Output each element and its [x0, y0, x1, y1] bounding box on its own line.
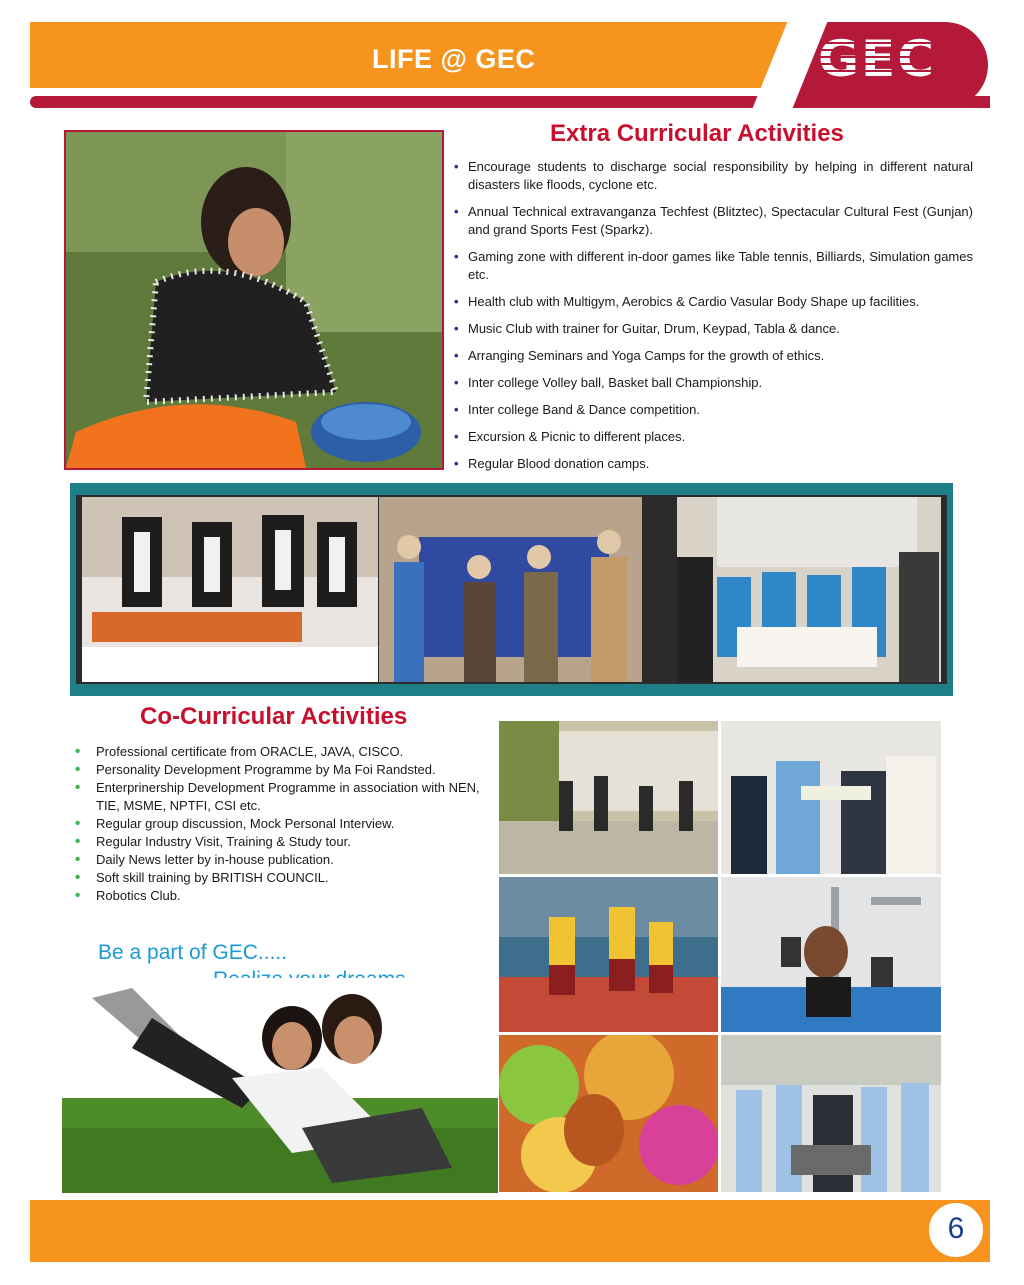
photo-campus-image: [499, 721, 718, 874]
photo-award-ceremony: [721, 721, 941, 874]
extra-curricular-list: [454, 158, 973, 482]
page-number: 6: [947, 1212, 965, 1245]
list-item: • Soft skill training by BRITISH COUNCIL.: [74, 869, 494, 887]
photo-sprint-race: [499, 877, 718, 1032]
photo-holi-image: [499, 1035, 718, 1192]
list-item: • Regular Industry Visit, Training & Study tour.: [74, 833, 494, 851]
photo-holi-festival: [499, 1035, 718, 1192]
list-item: • Music Club with trainer for Guitar, Drum, Keypad, Tabla & dance.: [454, 320, 973, 338]
footer-bar: [30, 1200, 990, 1262]
list-item: • Personality Development Programme by Ma Foi Randsted.: [74, 761, 494, 779]
photo-gym-workout: [721, 877, 941, 1032]
list-item: • Gaming zone with different in-door games like Table tennis, Billiards, Simulation games etc.: [454, 248, 973, 284]
list-item: • Professional certificate from ORACLE, JAVA, CISCO.: [74, 743, 494, 761]
list-item: • Inter college Band & Dance competition.: [454, 401, 973, 419]
page-title: LIFE @ GEC: [372, 44, 536, 74]
photo-student-painting-image: [66, 132, 442, 468]
photo-students-laptop: [62, 978, 498, 1193]
photo-donation-event: [379, 497, 642, 682]
list-item: • Regular group discussion, Mock Personal Interview.: [74, 815, 494, 833]
photo-innovation-image: [677, 497, 941, 682]
list-item: • Enterprinership Development Programme in association with NEN, TIE, MSME, NPTFI, CSI etc.: [74, 779, 494, 815]
photo-innovation-award: [677, 497, 941, 682]
photo-industry-visit: [721, 1035, 941, 1192]
gec-logo: GEC: [818, 30, 936, 88]
photo-industry-visit-image: [721, 1035, 941, 1192]
photo-students-laptop-image: [62, 978, 498, 1193]
list-item: • Robotics Club.: [74, 887, 494, 905]
photo-first-aid-image: [82, 497, 378, 682]
photo-campus-students: [499, 721, 718, 874]
photo-award-ceremony-image: [721, 721, 941, 874]
list-item: • Regular Blood donation camps.: [454, 455, 973, 473]
photo-first-aid-training: [82, 497, 378, 682]
photo-sprint-image: [499, 877, 718, 1032]
slogan-line-1: Be a part of GEC.....: [98, 941, 288, 964]
list-item: • Arranging Seminars and Yoga Camps for the growth of ethics.: [454, 347, 973, 365]
co-curricular-title: Co-Curricular Activities: [140, 703, 408, 730]
co-curricular-list: [74, 743, 494, 905]
photo-donation-image: [379, 497, 642, 682]
list-item: • Encourage students to discharge social responsibility by helping in different natural disasters like floods, cyclone etc.: [454, 158, 973, 194]
photo-student-painting: [64, 130, 444, 470]
extra-curricular-title: Extra Curricular Activities: [550, 120, 844, 147]
list-item: • Annual Technical extravanganza Techfest (Blitztec), Spectacular Cultural Fest (Gunjan) and grand Sports Fest (Sparkz).: [454, 203, 973, 239]
list-item: • Excursion & Picnic to different places.: [454, 428, 973, 446]
list-item: • Inter college Volley ball, Basket ball Championship.: [454, 374, 973, 392]
list-item: • Health club with Multigym, Aerobics & Cardio Vasular Body Shape up facilities.: [454, 293, 973, 311]
photo-gym-image: [721, 877, 941, 1032]
list-item: • Daily News letter by in-house publication.: [74, 851, 494, 869]
